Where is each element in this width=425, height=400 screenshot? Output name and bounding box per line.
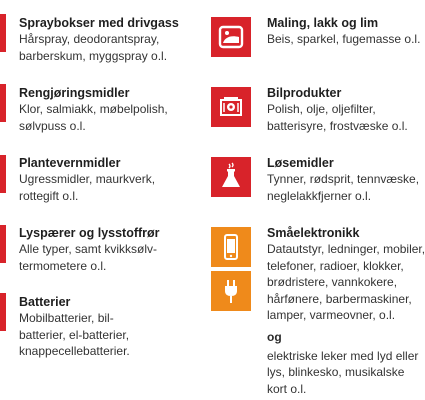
red-marker-bar xyxy=(0,155,6,193)
category-desc-line: lys, blinkesko, musikalske xyxy=(267,365,405,379)
category-title: Plantevernmidler xyxy=(19,156,121,170)
category-smaelektronikk xyxy=(267,225,425,397)
category-desc-line: kort o.l. xyxy=(267,381,307,396)
category-title: Bilprodukter xyxy=(267,86,342,100)
plug-icon xyxy=(211,271,251,311)
category-desc-line: Mobilbatterier, bil- xyxy=(19,311,114,325)
category-desc-line: Datautstyr, ledninger, mobiler, xyxy=(267,242,425,256)
category-desc-line: Beis, sparkel, fugemasse o.l. xyxy=(267,32,421,46)
category-title: Spraybokser med drivgass xyxy=(19,16,179,30)
category-desc-line: termometere o.l. xyxy=(19,258,107,273)
oil-filter-icon xyxy=(211,87,251,127)
category-batterier xyxy=(19,294,130,360)
red-marker-bar xyxy=(0,293,6,331)
flask-icon xyxy=(211,157,251,197)
category-rengjoringsmidler xyxy=(19,85,168,134)
category-desc-line: Tynner, rødsprit, tennvæske, xyxy=(267,172,420,186)
red-marker-bar xyxy=(0,225,6,263)
category-spraybokser xyxy=(19,15,179,64)
category-desc-line: telefoner, radioer, klokker, xyxy=(267,258,404,273)
category-desc-line: lamper, varmeovner, o.l. xyxy=(267,308,396,322)
category-plantevernmidler xyxy=(19,155,155,204)
category-title: Batterier xyxy=(19,295,71,309)
category-title: Maling, lakk og lim xyxy=(267,16,379,30)
phone-icon xyxy=(211,227,251,267)
category-bilprodukter xyxy=(267,85,408,134)
category-desc-line: rottegift o.l. xyxy=(19,188,79,203)
category-maling xyxy=(267,15,420,48)
category-desc-line: Polish, olje, oljefilter, xyxy=(267,102,376,116)
category-desc-line: Alle typer, samt kvikksølv- xyxy=(19,242,158,256)
category-losemidler xyxy=(267,155,419,204)
category-title: Lyspærer og lysstoffrør xyxy=(19,226,160,240)
category-desc-line: barberskum, myggspray o.l. xyxy=(19,48,168,63)
category-desc-line: sølvpuss o.l. xyxy=(19,118,86,133)
paint-can-icon xyxy=(211,17,251,57)
category-desc-line: brødristere, vannkokere, xyxy=(267,275,398,289)
category-desc-line: batterisyre, frostvæske o.l. xyxy=(267,118,408,133)
red-marker-bar xyxy=(0,14,6,52)
category-title: Småelektronikk xyxy=(267,226,360,240)
category-desc-line: elektriske leker med lyd eller xyxy=(267,348,419,363)
conjunction-og: og xyxy=(267,329,282,344)
category-desc-line: hårfønere, barbermaskiner, xyxy=(267,291,412,306)
category-desc-line: knappecellebatterier. xyxy=(19,344,130,358)
category-desc-line: batterier, el-batterier, xyxy=(19,327,130,342)
category-title: Rengjøringsmidler xyxy=(19,86,130,100)
category-desc-line: Klor, salmiakk, møbelpolish, xyxy=(19,102,168,116)
category-title: Løsemidler xyxy=(267,156,334,170)
category-desc-line: neglelakkfjerner o.l. xyxy=(267,188,372,203)
red-marker-bar xyxy=(0,84,6,122)
category-desc-line: Ugressmidler, maurkverk, xyxy=(19,172,156,186)
category-lyspaerer xyxy=(19,225,160,274)
category-desc-line: Hårspray, deodorantspray, xyxy=(19,32,160,46)
